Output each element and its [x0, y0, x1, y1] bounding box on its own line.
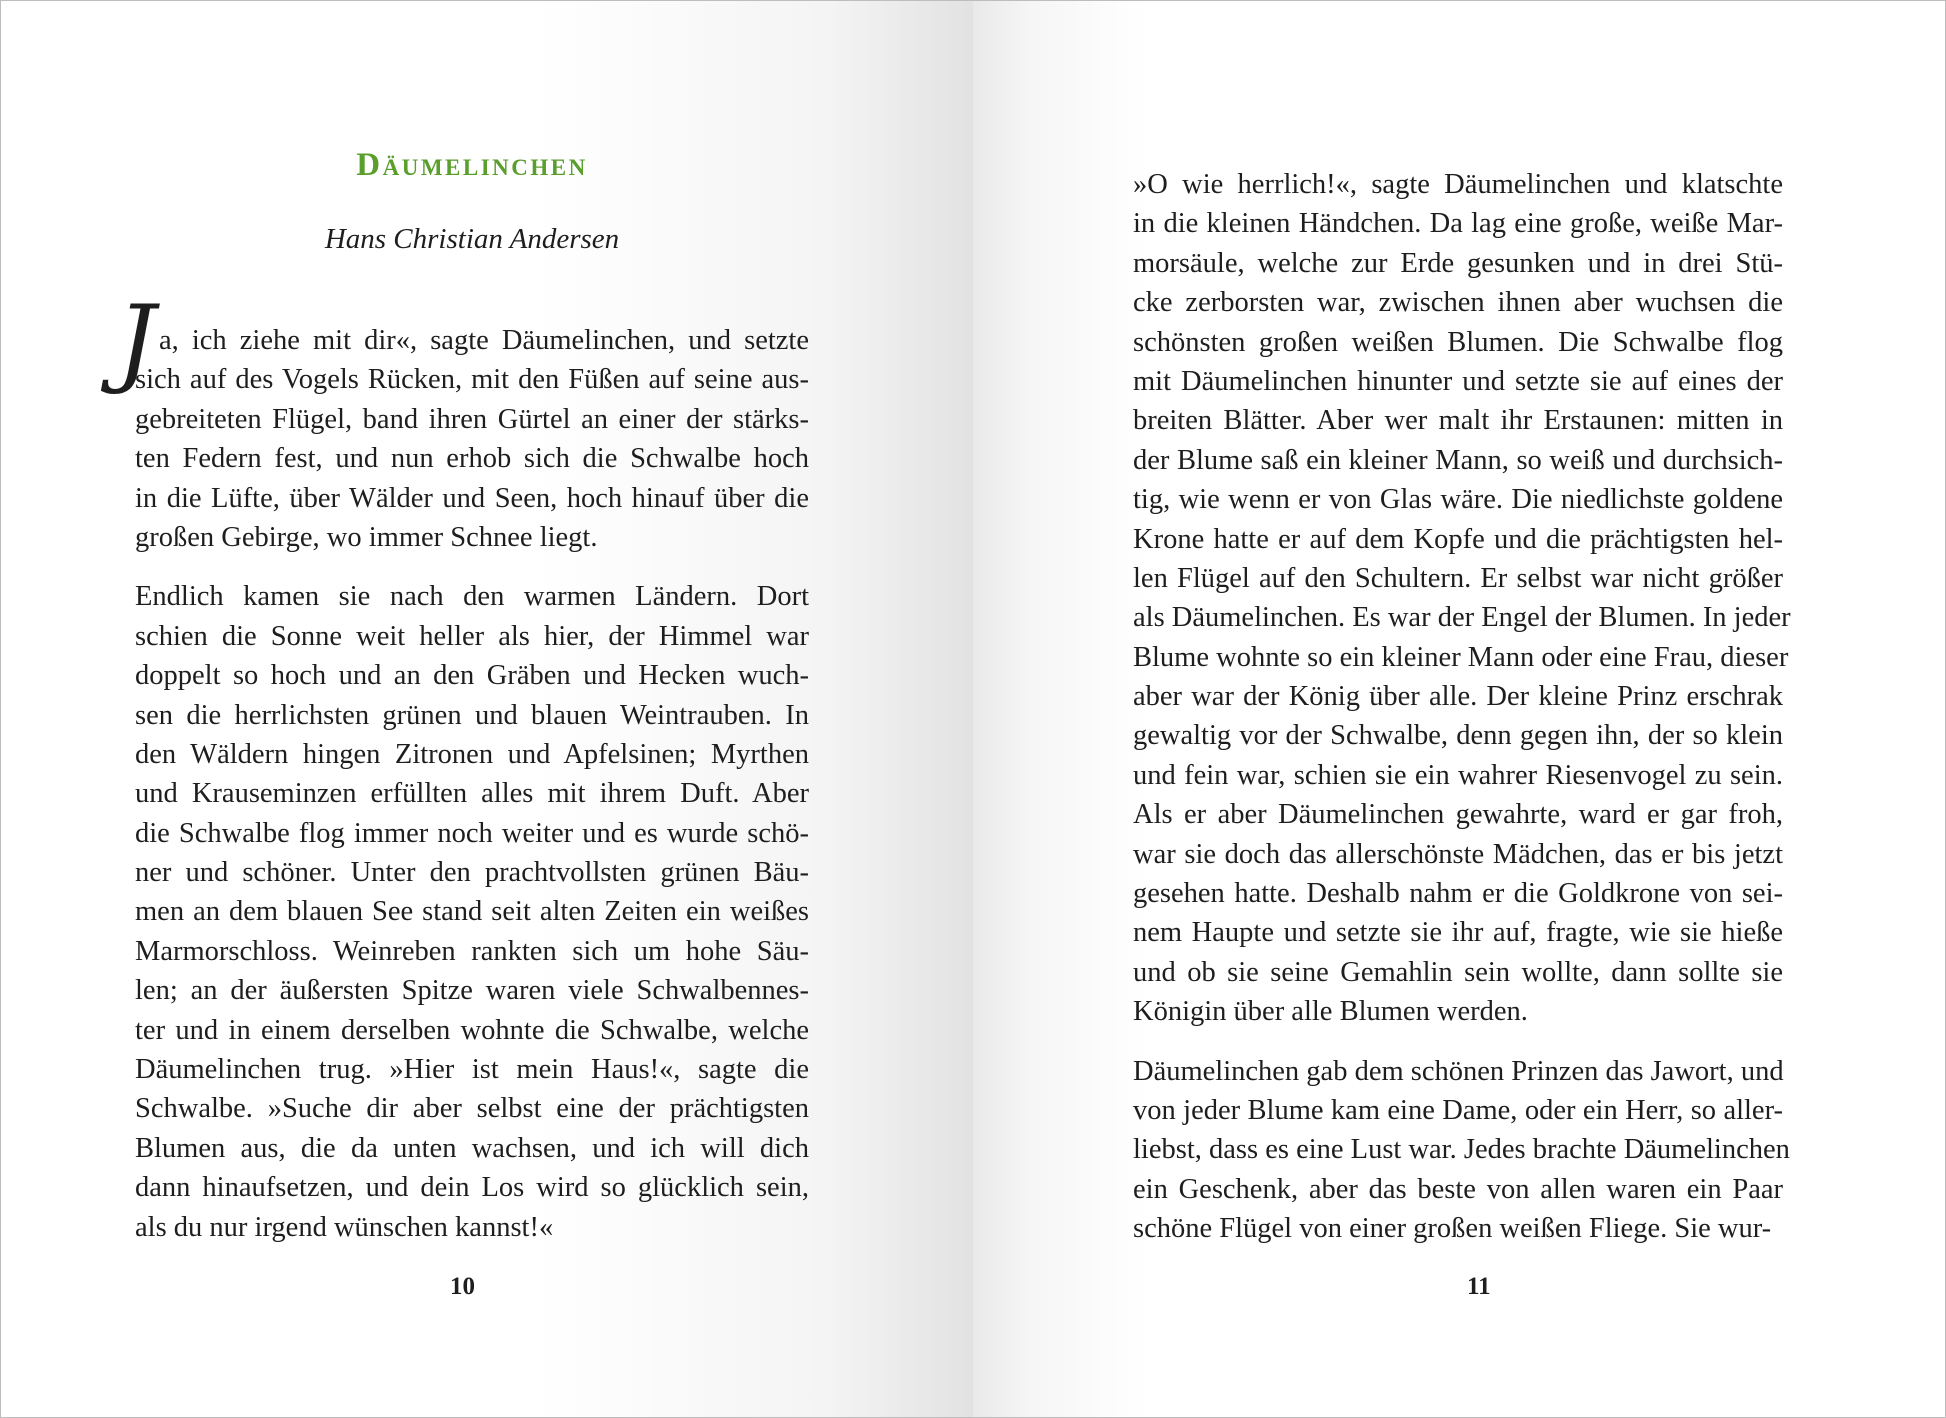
text-line: morsäule, welche zur Erde gesunken und in drei Stü-	[1133, 247, 1783, 279]
text-line: len Flügel auf den Schultern. Er selbst war nicht größer	[1133, 562, 1783, 594]
text-line: sich auf des Vogels Rücken, mit den Füßen auf seine aus-	[135, 364, 809, 396]
text-line: Marmorschloss. Weinreben rankten sich um hohe Säu-	[135, 935, 809, 967]
text-line: die Schwalbe flog immer noch weiter und es wurde schö-	[135, 817, 809, 849]
text-line: ten Federn fest, und nun erhob sich die Schwalbe hoch	[135, 443, 809, 475]
text-line: gewaltig vor der Schwalbe, denn gegen ihn, der so klein	[1133, 720, 1783, 752]
text-line: schöne Flügel von einer großen weißen Fliege. Sie wur-	[1133, 1213, 1772, 1245]
text-line: tig, wie wenn er von Glas wäre. Die niedlichste goldene	[1133, 484, 1783, 516]
page-number-right: 11	[1467, 1273, 1491, 1300]
text-line: schien die Sonne weit heller als hier, der Himmel war	[135, 620, 809, 652]
page-number-left: 10	[450, 1273, 475, 1300]
author-name: Hans Christian Andersen	[324, 223, 620, 255]
text-line: Königin über alle Blumen werden.	[1133, 996, 1528, 1028]
text-line: men an dem blauen See stand seit alten Zeiten ein weißes	[135, 896, 809, 928]
text-line: als Däumelinchen. Es war der Engel der Blumen. In jeder	[1133, 602, 1791, 634]
text-line: als du nur irgend wünschen kannst!«	[135, 1211, 554, 1243]
left-page	[1, 1, 973, 1417]
chapter-title: Däumelinchen	[356, 147, 588, 183]
paragraph	[1133, 1052, 1790, 1249]
right-page	[973, 1, 1945, 1417]
text-line: a, ich ziehe mit dir«, sagte Däumelinchen, und setzte	[159, 325, 809, 356]
text-line: ner und schöner. Unter den prachtvollsten grünen Bäu-	[135, 857, 809, 889]
text-line: aber war der König über alle. Der kleine Prinz erschrak	[1133, 681, 1783, 713]
text-line: großen Gebirge, wo immer Schnee liegt.	[135, 521, 598, 553]
text-line: Blumen aus, die da unten wachsen, und ich will dich	[135, 1132, 809, 1164]
text-line: in die kleinen Händchen. Da lag eine große, weiße Mar-	[1133, 208, 1783, 240]
text-line: schönsten großen weißen Blumen. Die Schwalbe flog	[1133, 326, 1783, 358]
text-line: ein Geschenk, aber das beste von allen waren ein Paar	[1133, 1173, 1783, 1205]
text-line: den Wäldern hingen Zitronen und Apfelsinen; Myrthen	[135, 738, 809, 770]
text-line: Als er aber Däumelinchen gewahrte, ward er gar froh,	[1133, 799, 1783, 831]
text-line: nem Haupte und setzte sie ihr auf, fragte, wie sie hieße	[1133, 917, 1783, 949]
paragraph	[1133, 165, 1791, 1032]
text-line: ter und in einem derselben wohnte die Schwalbe, welche	[135, 1014, 809, 1046]
text-line: cke zerborsten war, zwischen ihnen aber wuchsen die	[1133, 287, 1783, 319]
text-line: »O wie herrlich!«, sagte Däumelinchen und klatschte	[1133, 169, 1783, 200]
text-line: in die Lüfte, über Wälder und Seen, hoch hinauf über die	[135, 482, 809, 514]
text-line: und fein war, schien sie ein wahrer Riesenvogel zu sein.	[1133, 759, 1783, 791]
left-page-body	[135, 321, 809, 1247]
paragraph-gap	[1133, 1032, 1783, 1052]
text-line: der Blume saß ein kleiner Mann, so weiß und durchsich-	[1133, 444, 1783, 476]
text-line: Däumelinchen trug. »Hier ist mein Haus!«, sagte die	[135, 1054, 809, 1086]
text-line: len; an der äußersten Spitze waren viele Schwalbennes-	[135, 975, 809, 1007]
text-line: und Krauseminzen erfüllten alles mit ihrem Duft. Aber	[135, 778, 809, 810]
text-line: sen die herrlichsten grünen und blauen Weintrauben. In	[135, 699, 809, 731]
paragraph	[135, 577, 809, 1247]
text-line: Krone hatte er auf dem Kopfe und die prächtigsten hel-	[1133, 523, 1783, 555]
text-line: breiten Blätter. Aber wer malt ihr Erstaunen: mitten in	[1133, 405, 1783, 437]
paragraph-gap	[135, 557, 809, 577]
right-page-body	[1133, 165, 1791, 1249]
text-line: gebreiteten Flügel, band ihren Gürtel an einer der stärks-	[135, 403, 809, 435]
text-line: doppelt so hoch und an den Gräben und Hecken wuch-	[135, 660, 809, 692]
text-line: war sie doch das allerschönste Mädchen, das er bis jetzt	[1133, 838, 1783, 870]
text-line: mit Däumelinchen hinunter und setzte sie auf eines der	[1133, 365, 1783, 397]
text-line: Schwalbe. »Suche dir aber selbst eine der prächtigsten	[135, 1093, 809, 1125]
text-line: liebst, dass es eine Lust war. Jedes brachte Däumelinchen	[1133, 1134, 1790, 1166]
text-line: gesehen hatte. Deshalb nahm er die Goldkrone von sei-	[1133, 878, 1783, 910]
text-line: Däumelinchen gab dem schönen Prinzen das Jawort, und	[1133, 1055, 1784, 1087]
text-line: Endlich kamen sie nach den warmen Ländern. Dort	[135, 581, 809, 613]
text-line: dann hinaufsetzen, und dein Los wird so glücklich sein,	[135, 1172, 809, 1204]
text-line: Blume wohnte so ein kleiner Mann oder eine Frau, dieser	[1133, 641, 1789, 673]
text-line: und ob sie seine Gemahlin sein wollte, dann sollte sie	[1133, 956, 1783, 988]
paragraph	[135, 321, 809, 557]
drop-cap: J	[117, 285, 156, 397]
text-line: von jeder Blume kam eine Dame, oder ein Herr, so aller-	[1133, 1094, 1783, 1126]
